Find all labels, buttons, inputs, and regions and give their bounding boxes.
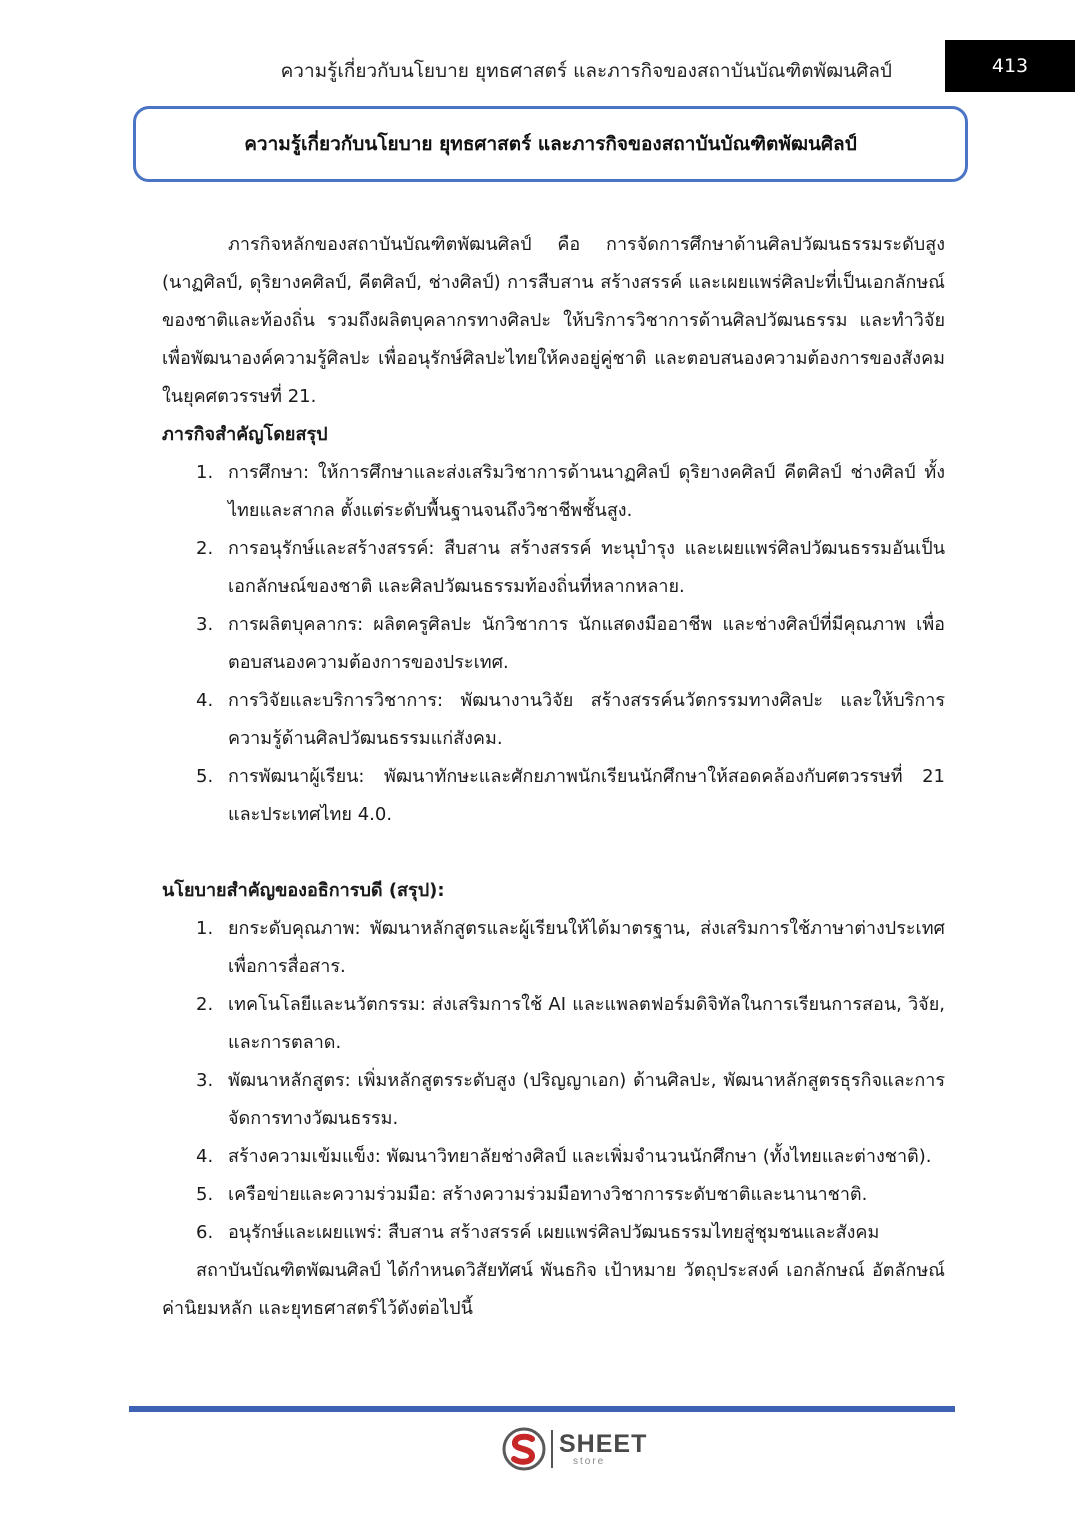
list-item-number: 1. — [196, 918, 214, 939]
sheet-store-logo — [501, 1426, 647, 1472]
sheet-store-logo-icon — [501, 1426, 547, 1472]
list-item — [162, 1138, 945, 1176]
list-item — [162, 606, 945, 682]
list-item-number: 4. — [196, 690, 214, 711]
missions-heading: ภารกิจสำคัญโดยสรุป — [162, 424, 328, 445]
list-item-number: 5. — [196, 766, 214, 787]
list-item-text: ยกระดับคุณภาพ: พัฒนาหลักสูตรและผู้เรียนให้ได้มาตรฐาน, ส่งเสริมการใช้ภาษาต่างประเทศเพื่อการสื่อสาร. — [228, 918, 945, 977]
list-item — [162, 910, 945, 986]
section-spacer — [162, 834, 945, 872]
list-item-text: เครือข่ายและความร่วมมือ: สร้างความร่วมมือทางวิชาการระดับชาติและนานาชาติ. — [228, 1184, 868, 1205]
list-item-number: 5. — [196, 1184, 214, 1205]
list-item — [162, 682, 945, 758]
list-item-number: 3. — [196, 1070, 214, 1091]
list-item-text: เทคโนโลยีและนวัตกรรม: ส่งเสริมการใช้ AI และแพลตฟอร์มดิจิทัลในการเรียนการสอน, วิจัย, และการตลาด. — [228, 994, 945, 1053]
list-item-number: 6. — [196, 1222, 214, 1243]
list-item — [162, 758, 945, 834]
missions-list — [162, 454, 945, 834]
intro-paragraph: ภารกิจหลักของสถาบันบัณฑิตพัฒนศิลป์ คือ การจัดการศึกษาด้านศิลปวัฒนธรรมระดับสูง (นาฏศิลป์, ดุริยางคศิลป์, คีตศิลป์, ช่างศิลป์) การสืบสาน สร้างสรรค์ และเผยแพร่ศิลปะที่เป็นเอกลักษณ์ของชาติและท้องถิ่น รวมถึงผลิตบุคลากรทางศิลปะ ให้บริการวิชาการด้านศิลปวัฒนธรรม และทำวิจัยเพื่อพัฒนาองค์ความรู้ศิลปะ เพื่ออนุรักษ์ศิลปะไทยให้คงอยู่คู่ชาติ และตอบสนองความต้องการของสังคมในยุคศตวรรษที่ 21. — [162, 234, 945, 407]
list-item — [162, 1062, 945, 1138]
list-item — [162, 1176, 945, 1214]
list-item — [162, 1214, 945, 1252]
policies-list — [162, 910, 945, 1252]
closing-paragraph: สถาบันบัณฑิตพัฒนศิลป์ ได้กำหนดวิสัยทัศน์ พันธกิจ เป้าหมาย วัตถุประสงค์ เอกลักษณ์ อัตลักษณ์ ค่านิยมหลัก และยุทธศาสตร์ไว้ดังต่อไปนี้ — [162, 1260, 945, 1319]
logo-text — [559, 1429, 648, 1467]
list-item-text: การพัฒนาผู้เรียน: พัฒนาทักษะและศักยภาพนักเรียนนักศึกษาให้สอดคล้องกับศตวรรษที่ 21 และประเทศไทย 4.0. — [228, 766, 945, 825]
footer-rule — [129, 1406, 955, 1412]
list-item — [162, 986, 945, 1062]
logo-word: SHEET — [559, 1429, 648, 1458]
list-item-number: 1. — [196, 462, 214, 483]
document-body — [162, 226, 945, 1328]
page-number: 413 — [945, 40, 1075, 92]
running-header-title: ความรู้เกี่ยวกับนโยบาย ยุทธศาสตร์ และภารกิจของสถาบันบัณฑิตพัฒนศิลป์ — [280, 60, 892, 82]
list-item — [162, 454, 945, 530]
list-item-text: การวิจัยและบริการวิชาการ: พัฒนางานวิจัย สร้างสรรค์นวัตกรรมทางศิลปะ และให้บริการความรู้ด้านศิลปวัฒนธรรมแก่สังคม. — [228, 690, 945, 749]
chapter-title: ความรู้เกี่ยวกับนโยบาย ยุทธศาสตร์ และภารกิจของสถาบันบัณฑิตพัฒนศิลป์ — [244, 133, 857, 155]
list-item-number: 3. — [196, 614, 214, 635]
list-item-text: อนุรักษ์และเผยแพร่: สืบสาน สร้างสรรค์ เผยแพร่ศิลปวัฒนธรรมไทยสู่ชุมชนและสังคม — [228, 1222, 880, 1243]
list-item — [162, 530, 945, 606]
list-item-number: 4. — [196, 1146, 214, 1167]
chapter-title-box — [133, 106, 968, 182]
list-item-text: สร้างความเข้มแข็ง: พัฒนาวิทยาลัยช่างศิลป์ และเพิ่มจำนวนนักศึกษา (ทั้งไทยและต่างชาติ). — [228, 1146, 932, 1167]
list-item-text: การผลิตบุคลากร: ผลิตครูศิลปะ นักวิชาการ นักแสดงมืออาชีพ และช่างศิลป์ที่มีคุณภาพ เพื่อตอบสนองความต้องการของประเทศ. — [228, 614, 945, 673]
list-item-text: พัฒนาหลักสูตร: เพิ่มหลักสูตรระดับสูง (ปริญญาเอก) ด้านศิลปะ, พัฒนาหลักสูตรธุรกิจและการจัดการทางวัฒนธรรม. — [228, 1070, 945, 1129]
list-item-text: การอนุรักษ์และสร้างสรรค์: สืบสาน สร้างสรรค์ ทะนุบำรุง และเผยแพร่ศิลปวัฒนธรรมอันเป็นเอกลักษณ์ของชาติ และศิลปวัฒนธรรมท้องถิ่นที่หลากหลาย. — [228, 538, 945, 597]
logo-divider — [551, 1430, 553, 1468]
list-item-number: 2. — [196, 994, 214, 1015]
logo-subtitle: store — [573, 1455, 606, 1467]
list-item-number: 2. — [196, 538, 214, 559]
list-item-text: การศึกษา: ให้การศึกษาและส่งเสริมวิชาการด้านนาฏศิลป์ ดุริยางคศิลป์ คีตศิลป์ ช่างศิลป์ ทั้งไทยและสากล ตั้งแต่ระดับพื้นฐานจนถึงวิชาชีพชั้นสูง. — [228, 462, 945, 521]
policies-heading: นโยบายสำคัญของอธิการบดี (สรุป): — [162, 880, 445, 901]
